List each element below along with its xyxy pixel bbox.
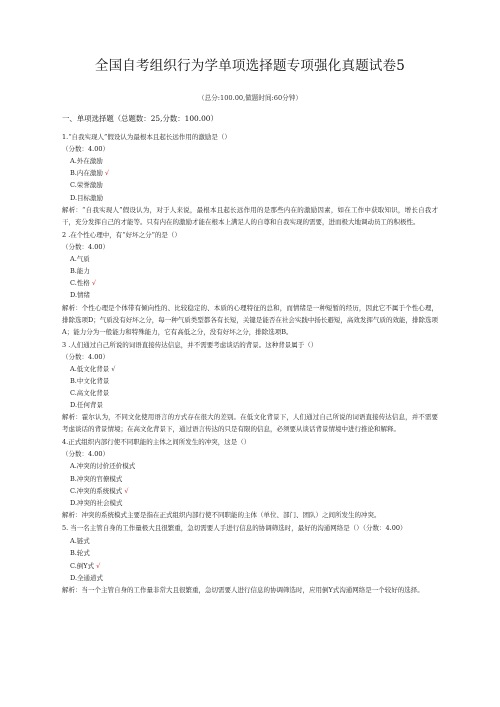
option-b[interactable] — [62, 375, 438, 387]
question-stem: 2 .在个性心理中，有“好坏之分”的是（） — [62, 230, 181, 239]
option-a[interactable] — [62, 155, 438, 167]
option-text: C.冲突的系统模式 — [70, 486, 123, 495]
question-score: （分数：4.00） — [62, 145, 109, 153]
question-analysis: 解析：当一个主管自身的工作量非常大且很繁重，急切需要人进行信息的协调筛选时，应用倒Y式沟通网络是一个较好的选择。 — [62, 586, 424, 595]
question-5 — [62, 522, 438, 596]
check-mark-icon: √ — [111, 364, 116, 373]
question-analysis: 解析：“自我实现人”假设认为，对于人来说，最根本且起长远作用的是那些内在的激励因素，如在工作中获取知识，增长自我才干，充分发挥自己的才能等。只有内在的激励才能在根本上满足人的自尊和自我实现的需要，进而极大地调动员工的积极性。 — [62, 205, 438, 226]
question-score: （分数：4.00） — [62, 242, 109, 251]
question-stem: 5. 当一名主管自身的工作量极大且很繁重，急切需要人手进行信息的协调筛选时，最好的沟通网络是（）（分数：4.00） — [62, 524, 407, 533]
question-score: （分数：4.00） — [62, 352, 109, 361]
option-text: D.全通道式 — [70, 573, 104, 582]
question-1 — [62, 131, 438, 228]
question-score: （分数：4.00） — [62, 450, 109, 459]
question-2 — [62, 229, 438, 338]
check-mark-icon: √ — [91, 279, 96, 288]
option-text: A.冲突的讨价还价模式 — [70, 462, 136, 471]
question-4 — [62, 436, 438, 521]
option-b[interactable] — [62, 265, 438, 277]
option-text: B.内在激励 — [70, 169, 103, 178]
option-a[interactable] — [62, 460, 438, 472]
option-c[interactable] — [62, 179, 438, 191]
option-c[interactable] — [62, 560, 438, 572]
option-c[interactable] — [62, 387, 438, 399]
option-d[interactable] — [62, 572, 438, 584]
option-a[interactable] — [62, 535, 438, 547]
option-b[interactable] — [62, 167, 438, 179]
option-d[interactable] — [62, 497, 438, 509]
option-text: B.冲突的官僚模式 — [70, 474, 123, 483]
question-analysis: 解析：霍尔认为，不同文化使用语言的方式存在很大的差别。在低文化背景下，人们通过自己所说的词语直接传达信息，并不需要考虑谈话的背景情境；在高文化背景下，通过语言传达的只是有限的信息，必须要从谈话背景情境中进行推论和解释。 — [62, 413, 438, 434]
option-d[interactable] — [62, 289, 438, 301]
option-text: B.能力 — [70, 267, 90, 276]
option-c[interactable] — [62, 485, 438, 497]
option-text: B.轮式 — [70, 549, 90, 558]
question-stem: 3 .人们通过自己所说的词语直接传达信息，并不需要考虑谈话的背景。这种背景属于（） — [62, 340, 318, 349]
option-a[interactable] — [62, 253, 438, 265]
question-3 — [62, 339, 438, 436]
check-mark-icon: √ — [124, 486, 129, 495]
check-mark-icon: √ — [104, 169, 109, 178]
question-analysis: 解析：个性心理是个体带有倾向性的、比较稳定的、本质的心理特征的总和，而情绪是一种短暂的经历，因此它不属于个性心理，排除选项D；气质没有好坏之分，每一种气质类型都各有长短，关键是能否在社会实践中扬长避短，高效发挥气质的效能，排除选项A；能力分为一般能力和特殊能力，它有高低之分，没有好坏之分，排除选项B。 — [62, 303, 438, 336]
option-text: D.冲突的社会模式 — [70, 499, 123, 508]
check-mark-icon: √ — [96, 561, 101, 570]
option-c[interactable] — [62, 277, 438, 289]
option-text: C.性格 — [70, 279, 90, 288]
option-text: A.外在激励 — [70, 157, 103, 165]
question-analysis: 解析：冲突的系统模式主要是指在正式组织内部行使不同职能的主体（单位、部门、团队）之间所发生的冲突。 — [62, 511, 381, 520]
option-text: D.情绪 — [70, 291, 91, 300]
option-d[interactable] — [62, 192, 438, 204]
exam-meta: （总分:100.00,做题时间:60分钟） — [198, 94, 302, 102]
section-heading: 一、单项选择题（总题数：25,分数：100.00） — [62, 114, 218, 123]
option-text: A.气质 — [70, 254, 90, 263]
option-text: C.高文化背景 — [70, 389, 110, 398]
option-text: D.任何背景 — [70, 401, 104, 410]
option-text: C.荣誉激励 — [70, 181, 103, 190]
question-list — [62, 113, 438, 597]
option-text: A.链式 — [70, 537, 90, 546]
option-b[interactable] — [62, 473, 438, 485]
option-a[interactable] — [62, 363, 438, 375]
option-text: B.中文化背景 — [70, 376, 110, 385]
question-stem: 4.正式组织内部行使不同职能的主体之间所发生的冲突，这是（） — [62, 438, 251, 447]
option-text: A.低文化背景 — [70, 364, 110, 373]
question-stem: 1.“自我实现人”假设认为最根本且起长远作用的激励是（） — [62, 133, 231, 141]
option-text: C.倒Y式 — [70, 561, 95, 570]
option-text: D.目标激励 — [70, 193, 104, 202]
page-title: 全国自考组织行为学单项选择题专项强化真题试卷5 — [94, 58, 406, 74]
option-d[interactable] — [62, 399, 438, 411]
option-b[interactable] — [62, 547, 438, 559]
